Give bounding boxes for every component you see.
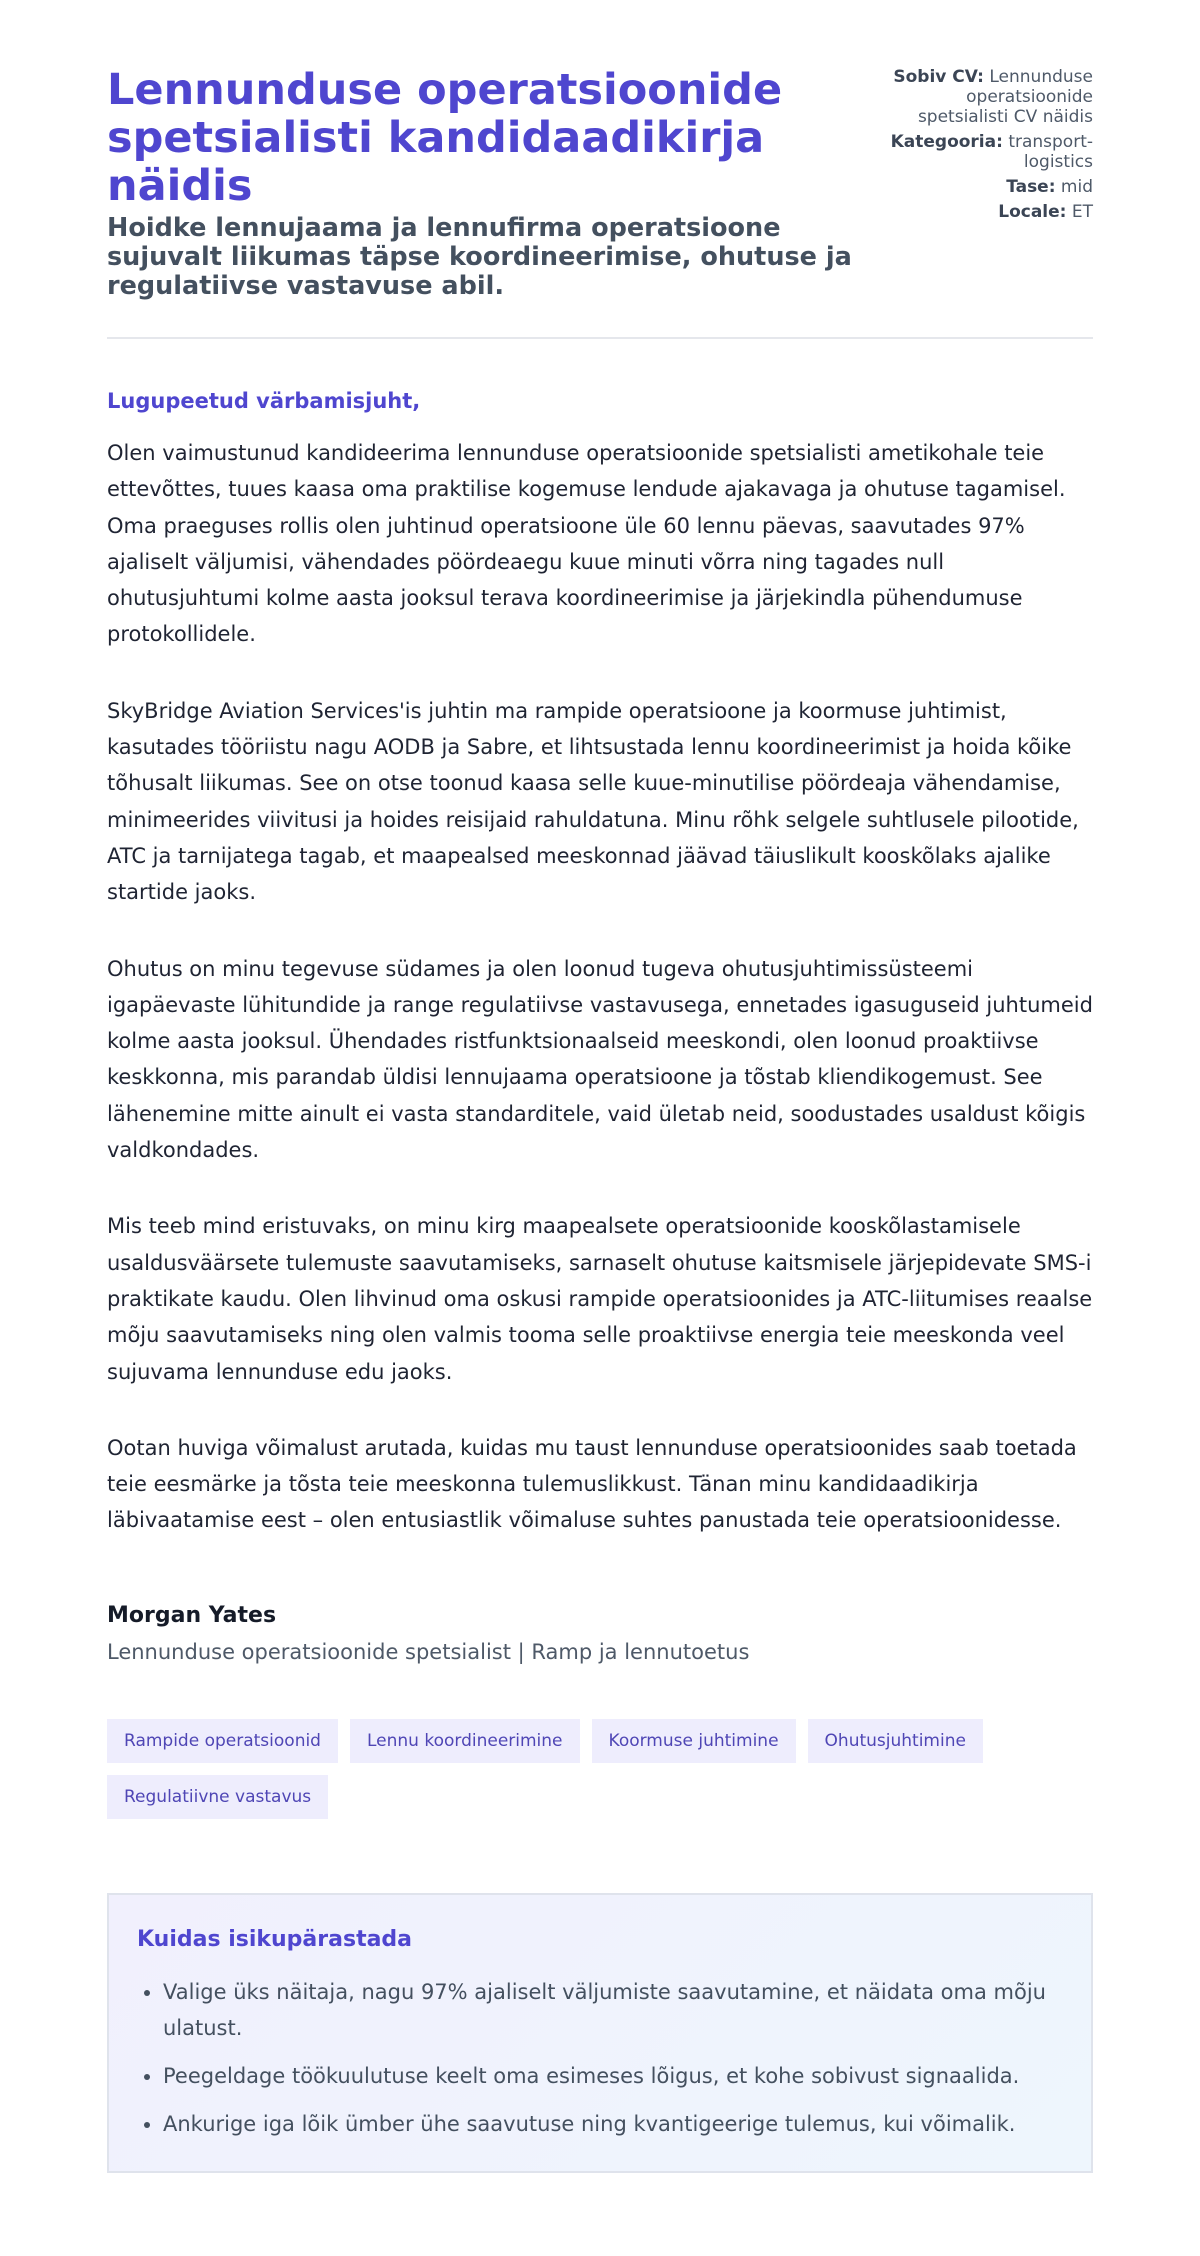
- letter-body: [107, 389, 1093, 1539]
- meta-level-label: Tase:: [1006, 177, 1056, 197]
- tip-item: • Ankurige iga lõik ümber ühe saavutuse ning kvantigeerige tulemus, kui võimalik.: [163, 2106, 1063, 2142]
- tips-title: Kuidas isikupärastada: [137, 1926, 413, 1952]
- meta-category-label: Kategooria:: [890, 132, 1003, 152]
- meta-level: [878, 177, 1093, 197]
- letter-paragraph: Mis teeb mind eristuvaks, on minu kirg maapealsete operatsioonide kooskõlastamisele usaldusväärsete tulemuste saavutamiseks, sarnaselt ohutuse kaitsmisele järjepidevate SMS-i praktikate kaudu. Olen lihvinud oma oskusi rampide operatsioonides ja ATC-liitumises reaalse mõju saavutamiseks ning olen valmis tooma selle proaktiivse energia teie meeskonda veel sujuvama lennunduse edu jaoks.: [107, 1214, 1093, 1384]
- letter-paragraph: Olen vaimustunud kandideerima lennunduse operatsioonide spetsialisti ametikohale teie ettevõttes, tuues kaasa oma praktilise kogemuse lendude ajakavaga ja ohutuse tagamisel. Oma praeguses rollis olen juhtinud operatsioone üle 60 lennu päevas, saavutades 97% ajaliselt väljumisi, vähendades pöördeaegu kuue minuti võrra ning tagades null ohutusjuhtumi kolme aasta jooksul terava koordineerimise ja järjekindla pühendumuse protokollidele.: [107, 441, 1066, 647]
- meta-cv: [878, 67, 1093, 127]
- letter-paragraph: SkyBridge Aviation Services'is juhtin ma rampide operatsioone ja koormuse juhtimist, kasutades tööriistu nagu AODB ja Sabre, et lihtsustada lennu koordineerimist ja hoida kõike tõhusalt liikumas. See on otse toonud kaasa selle kuue-minutilise pöördeaja vähendamise, minimeerides viivitusi ja hoides reisijaid rahuldatuna. Minu rõhk selgele suhtlusele pilootide, ATC ja tarnijatega tagab, et maapealsed meeskonnad jäävad täiuslikult kooskõlaks ajalike startide jaoks.: [107, 698, 1079, 905]
- page-subtitle: Hoidke lennujaama ja lennufirma operatsioone sujuvalt liikumas täpse koordineerimise, ohutuse ja regulatiivse vastavuse abil.: [107, 213, 852, 301]
- meta-locale-value: ET: [1071, 202, 1093, 222]
- skill-tag: Regulatiivne vastavus: [107, 1775, 328, 1819]
- tip-item: • Peegeldage töökuulutuse keelt oma esimeses lõigus, et kohe sobivust signaalida.: [163, 2058, 1063, 2094]
- personalization-tips-box: [107, 1893, 1093, 2173]
- meta-category-value: transport-logistics: [1008, 132, 1093, 172]
- meta-locale: [878, 202, 1093, 222]
- letter-paragraph: Ootan huviga võimalust arutada, kuidas mu taust lennunduse operatsioonides saab toetada teie eesmärke ja tõsta teie meeskonna tulemuslikkust. Tänan minu kandidaadikirja läbivaatamise eest – olen entusiastlik võimaluse suhtes panustada teie operatsioonidesse.: [107, 1435, 1077, 1533]
- skill-tag: Lennu koordineerimine: [350, 1719, 580, 1763]
- meta-locale-label: Locale:: [998, 202, 1067, 222]
- meta-panel: [878, 66, 1093, 227]
- meta-level-value: mid: [1060, 177, 1093, 197]
- skill-tags: [107, 1719, 1093, 1819]
- page-title: Lennunduse operatsioonide spetsialisti kandidaadikirja näidis: [107, 65, 783, 211]
- tip-item: • Valige üks näitaja, nagu 97% ajaliselt väljumiste saavutamine, et näidata oma mõju ulatust.: [163, 1974, 1063, 2046]
- meta-category: [878, 132, 1093, 172]
- header-divider: [107, 337, 1093, 339]
- skill-tag: Koormuse juhtimine: [592, 1719, 796, 1763]
- meta-cv-value: Lennunduse operatsioonide spetsialisti CV näidis: [917, 67, 1093, 127]
- meta-cv-label: Sobiv CV:: [893, 67, 984, 87]
- tips-list: [137, 1974, 1063, 2142]
- signature: [107, 1603, 1093, 1664]
- page-header: [107, 66, 1093, 301]
- title-block: [107, 66, 867, 301]
- cover-letter-page: [107, 0, 1093, 2173]
- signature-role: Lennunduse operatsioonide spetsialist | Ramp ja lennutoetus: [107, 1639, 750, 1664]
- skill-tag: Ohutusjuhtimine: [808, 1719, 983, 1763]
- letter-paragraph: Ohutus on minu tegevuse südames ja olen loonud tugeva ohutusjuhtimissüsteemi igapäevaste lühitundide ja range regulatiivse vastavusega, ennetades igasuguseid juhtumeid kolme aasta jooksul. Ühendades ristfunktsionaalseid meeskondi, olen loonud proaktiivse keskkonna, mis parandab üldisi lennujaama operatsioone ja tõstab kliendikogemust. See lähenemine mitte ainult ei vasta standarditele, vaid ületab neid, soodustades usaldust kõigis valdkondades.: [107, 956, 1093, 1163]
- signature-name: Morgan Yates: [107, 1602, 277, 1628]
- salutation: Lugupeetud värbamisjuht,: [107, 389, 421, 413]
- skill-tag: Rampide operatsioonid: [107, 1719, 338, 1763]
